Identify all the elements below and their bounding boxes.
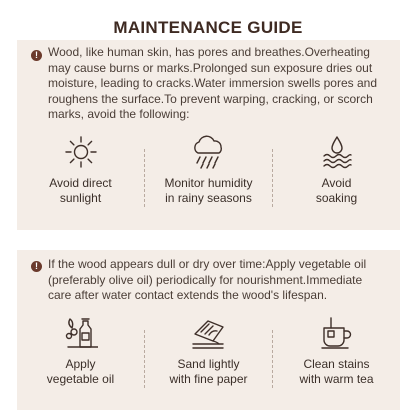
avoid-soaking-item (273, 135, 400, 215)
monitor-humidity-label: Monitor humidity in rainy seasons (164, 176, 253, 205)
tea-cup-icon (319, 316, 355, 350)
avoid-soaking-label: Avoid soaking (315, 176, 358, 205)
warning-bullet-icon: ! (31, 50, 42, 61)
care-section-text: If the wood appears dull or dry over time:Apply vegetable oil (preferably olive oil) periodically for nourishment.Immediate care after water contact extends the wood's lifespan. (48, 257, 367, 302)
water-drop-waves-icon (320, 135, 354, 169)
avoid-icons-row (17, 135, 400, 215)
apply-oil-label: Apply vegetable oil (46, 357, 115, 386)
apply-oil-item (17, 316, 144, 396)
warning-bullet-icon: ! (31, 261, 42, 272)
olive-oil-icon (64, 316, 98, 350)
avoid-sunlight-item (17, 135, 144, 215)
avoid-section-text: Wood, like human skin, has pores and breathes.Overheating may cause burns or marks.Prolonged sun exposure dries out moisture, leading to cracks.Water immersion swells pores and roughens the surface.To prevent warping, cracking, or scorch marks, avoid the following: (48, 45, 378, 121)
avoid-section-card (17, 40, 400, 230)
avoid-sunlight-label: Avoid direct sunlight (49, 176, 112, 205)
clean-tea-item (273, 316, 400, 396)
page-title: MAINTENANCE GUIDE (113, 18, 303, 37)
monitor-humidity-item (145, 135, 272, 215)
rain-cloud-icon (189, 135, 229, 169)
clean-tea-label: Clean stains with warm tea (299, 357, 374, 386)
sanding-paper-icon (191, 316, 227, 350)
sand-lightly-item (145, 316, 272, 396)
care-section-card (17, 250, 400, 410)
sun-icon (64, 135, 98, 169)
care-icons-row (17, 316, 400, 396)
sand-lightly-label: Sand lightly with fine paper (169, 357, 248, 386)
